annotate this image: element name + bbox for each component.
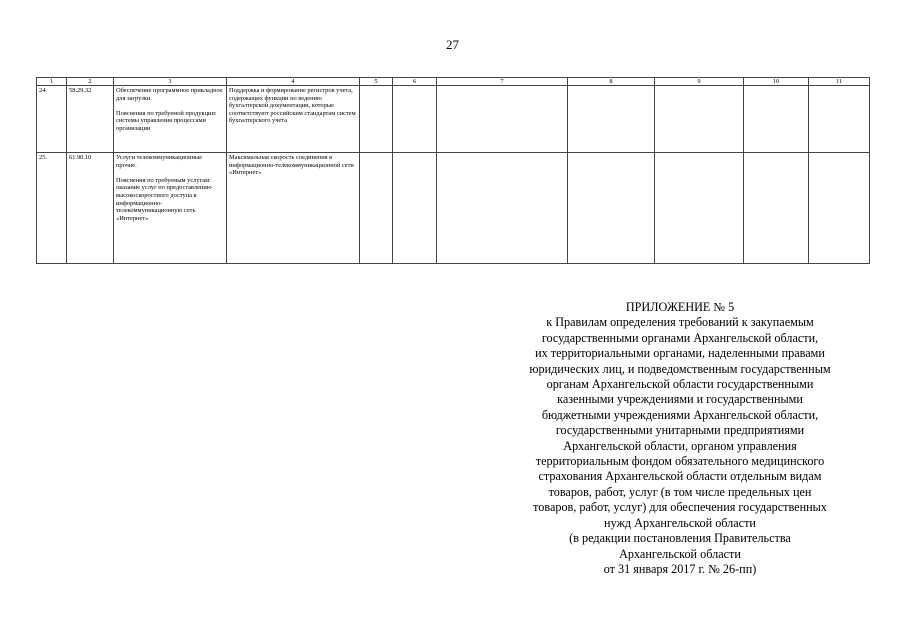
appendix-line: от 31 января 2017 г. № 26-пп) xyxy=(603,561,757,576)
empty-cell xyxy=(809,153,870,264)
empty-cell xyxy=(360,86,393,153)
characteristic: Максимальная скорость соединения в информационно-телекоммуникационной сети «Интернет» xyxy=(227,153,360,264)
appendix-line: их территориальными органами, наделенными правами xyxy=(535,346,825,361)
characteristic: Поддержка и формирование регистров учета, содержащих функции по ведению бухгалтерской документации, которые соответствуют российским стандартам систем бухгалтерского учета xyxy=(227,86,360,153)
appendix-line: территориальным фондом обязательного медицинского xyxy=(535,454,825,469)
appendix-line: нужд Архангельской области xyxy=(604,515,756,530)
empty-cell xyxy=(437,153,568,264)
empty-cell xyxy=(655,153,744,264)
product-note: Пояснения по требуемым услугам: оказание услуг по предоставлению высокоскоростного доступа в информационно-телекоммуникационную сеть «Интернет» xyxy=(116,176,212,222)
product-name: Обеспечение программное прикладное для загрузки. xyxy=(116,87,223,102)
table-row xyxy=(37,153,870,264)
page-number: 27 xyxy=(446,37,459,52)
table-header-row xyxy=(37,78,870,86)
requirements-table xyxy=(36,77,870,264)
column-number: 11 xyxy=(809,78,870,86)
product-cell xyxy=(114,86,227,153)
empty-cell xyxy=(360,153,393,264)
empty-cell xyxy=(744,153,809,264)
appendix-line: органам Архангельской области государственными xyxy=(546,377,814,392)
table-row xyxy=(37,86,870,153)
empty-cell xyxy=(393,153,437,264)
column-number: 4 xyxy=(227,78,360,86)
appendix-line: юридических лиц, и подведомственным государственным xyxy=(529,361,831,376)
appendix-line: Архангельской области xyxy=(619,546,741,561)
appendix-line: товаров, работ, услуг (в том числе предельных цен xyxy=(548,484,812,499)
empty-cell xyxy=(437,86,568,153)
product-cell xyxy=(114,153,227,264)
product-note: Пояснения по требуемой продукции: системы управления процессами организации xyxy=(116,109,217,132)
column-number: 2 xyxy=(67,78,114,86)
okpd-code: 58.29.32 xyxy=(67,86,114,153)
column-number: 9 xyxy=(655,78,744,86)
appendix-heading-block xyxy=(500,300,860,577)
appendix-title: ПРИЛОЖЕНИЕ № 5 xyxy=(625,300,735,314)
appendix-line: бюджетными учреждениями Архангельской области, xyxy=(541,407,819,422)
appendix-line: Архангельской области, органом управления xyxy=(563,438,797,453)
appendix-line: государственными органами Архангельской области, xyxy=(541,330,819,345)
empty-cell xyxy=(568,86,655,153)
appendix-line: (в редакции постановления Правительства xyxy=(569,531,791,546)
column-number: 7 xyxy=(437,78,568,86)
column-number: 5 xyxy=(360,78,393,86)
column-number: 8 xyxy=(568,78,655,86)
product-name: Услуги телекоммуникационные прочие. xyxy=(116,154,203,169)
appendix-line: государственными унитарными предприятиями xyxy=(555,423,805,438)
empty-cell xyxy=(655,86,744,153)
okpd-code: 61.90.10 xyxy=(67,153,114,264)
column-number: 6 xyxy=(393,78,437,86)
row-number: 25. xyxy=(37,153,67,264)
empty-cell xyxy=(568,153,655,264)
appendix-line: казенными учреждениями и государственными xyxy=(557,392,803,407)
appendix-line: товаров, работ, услуг) для обеспечения государственных xyxy=(533,500,827,515)
appendix-line: к Правилам определения требований к закупаемым xyxy=(546,315,814,330)
appendix-line: страхования Архангельской области отдельным видам xyxy=(538,469,822,484)
empty-cell xyxy=(809,86,870,153)
empty-cell xyxy=(744,86,809,153)
column-number: 10 xyxy=(744,78,809,86)
empty-cell xyxy=(393,86,437,153)
column-number: 3 xyxy=(114,78,227,86)
column-number: 1 xyxy=(37,78,67,86)
row-number: 24. xyxy=(37,86,67,153)
